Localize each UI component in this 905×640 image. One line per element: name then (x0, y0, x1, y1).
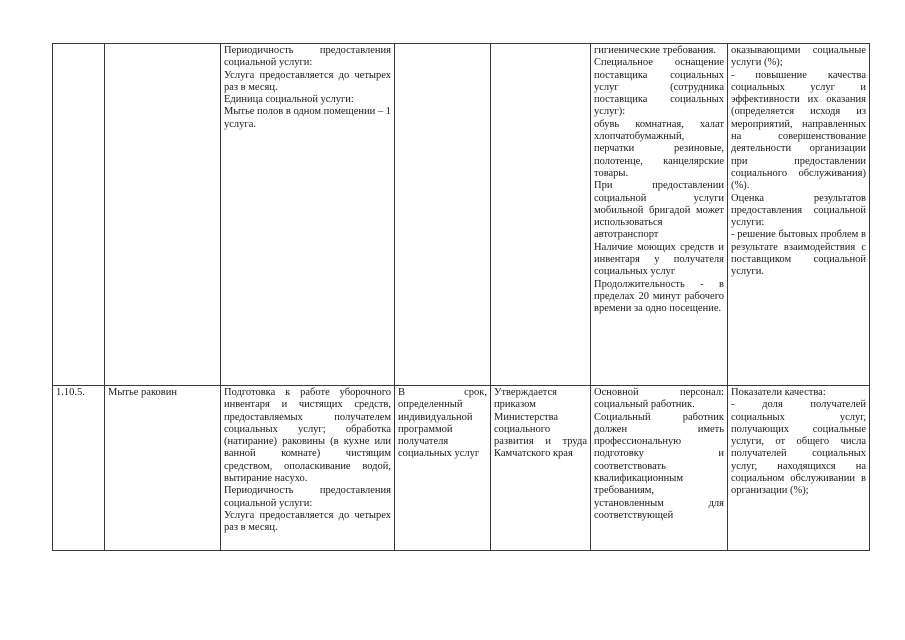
services-table (52, 43, 870, 551)
row2-tariff-text: Утверждается приказом Министерства социального развития и труда Камчатского края (494, 387, 587, 460)
service-number: 1.10.5. (56, 387, 85, 398)
row1-staff-text: гигиенические требования. Специальное оснащение поставщика социальных услуг (сотрудника поставщика социальных услуг): обувь комнатная, халат хлопчатобумажный, перчатки резиновые, полотенце, канцелярские товары. При предоставлении социальной услуги мобильной бригадой может использоваться автотранспорт Наличие моющих средств и инвентаря у получателя социальных услуг Продолжительность - в пределах 20 минут рабочего времени за одно посещение. (594, 45, 724, 315)
table-row (53, 44, 870, 386)
table-row (53, 386, 870, 551)
service-name: Мытье раковин (108, 387, 177, 398)
row1-tariff-cell (491, 44, 591, 386)
row1-content-cell (221, 44, 395, 386)
row2-content-cell (221, 386, 395, 551)
row2-staff-cell (591, 386, 728, 551)
row2-quality-text: Показатели качества: - доля получателей социальных услуг, получающих социальные услуги, от общего числа получателей социальных услуг, находящихся на социальном обслуживании в организации (%); (731, 387, 866, 497)
row1-number-cell (53, 44, 105, 386)
row2-name-cell (105, 386, 221, 551)
row2-tariff-cell (491, 386, 591, 551)
row1-staff-cell (591, 44, 728, 386)
row2-deadline-text: В срок, определенный индивидуальной программой получателя социальных услуг (398, 387, 487, 460)
row2-staff-text: Основной персонал: социальный работник. Социальный работник должен иметь профессиональную подготовку и соответствовать квалификационным требованиям, установленным для соответствующей (594, 387, 724, 521)
row1-content-text: Периодичность предоставления социальной услуги: Услуга предоставляется до четырех раз в месяц. Единица социальной услуги: Мытье полов в одном помещении – 1 услуга. (224, 45, 391, 130)
row2-content-text: Подготовка к работе уборочного инвентаря и чистящих средств, предоставляемых получателем социальных услуг; обработка (натирание) раковины (в кухне или ванной комнате) чистящим средством, ополаскивание водой, вытирание насухо. Периодичность предоставления социальной услуги: Услуга предоставляется до четырех раз в месяц. (224, 387, 391, 534)
row2-deadline-cell (395, 386, 491, 551)
row2-number-cell (53, 386, 105, 551)
row1-quality-text: оказывающими социальные услуги (%); - повышение качества социальных услуг и эффективности их оказания (определяется исходя из мероприятий, направленных на совершенствование деятельности организации при предоставлении социального обслуживания) (%). Оценка результатов предоставления социальной услуги: - решение бытовых проблем в результате взаимодействия с поставщиком социальной услуги. (731, 45, 866, 278)
row2-quality-cell (728, 386, 870, 551)
row1-name-cell (105, 44, 221, 386)
row1-quality-cell (728, 44, 870, 386)
row1-deadline-cell (395, 44, 491, 386)
